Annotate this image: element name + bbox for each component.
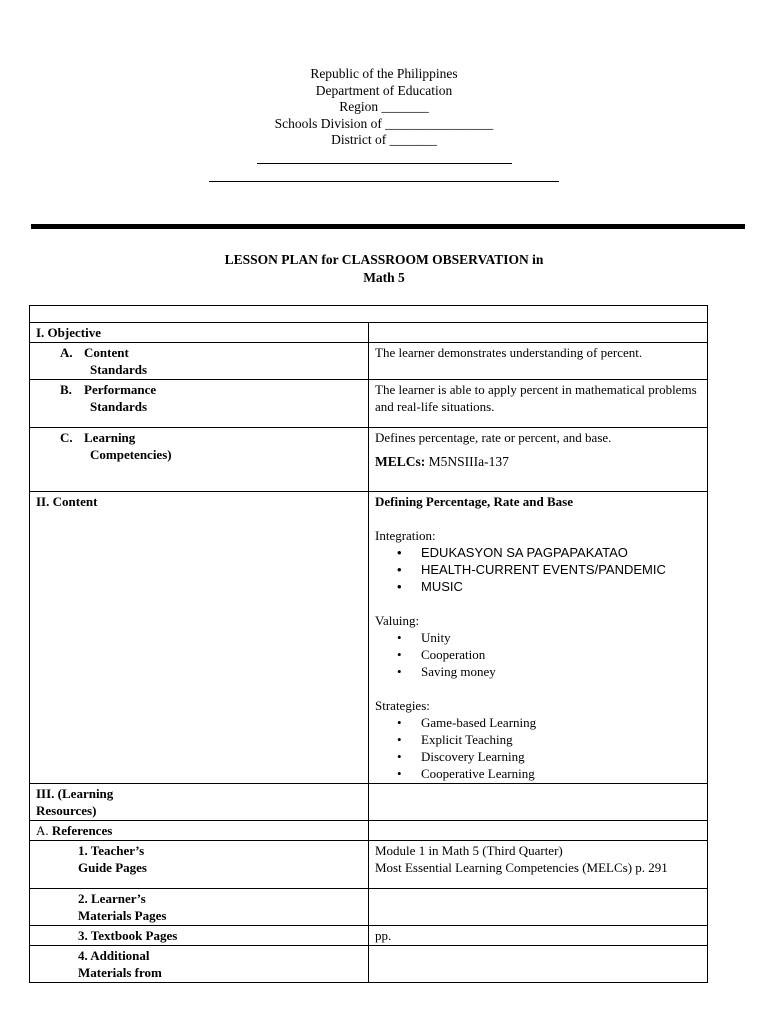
references-label xyxy=(30,821,369,841)
blank-top-cell xyxy=(30,306,708,323)
list-item: • Discovery Learning xyxy=(375,748,701,765)
item-marker: A. xyxy=(60,345,73,360)
performance-standards-value: The learner is able to apply percent in mathematical problems and real-life situations. xyxy=(369,380,708,428)
title-line-1: LESSON PLAN for CLASSROOM OBSERVATION in xyxy=(224,252,544,267)
content-standards-label xyxy=(30,343,369,380)
label-text: Guide Pages xyxy=(78,860,147,875)
label-text: Standards xyxy=(90,399,148,414)
item-marker: A. xyxy=(36,823,49,838)
strategies-label: Strategies: xyxy=(375,698,430,713)
document-header xyxy=(0,66,768,149)
strategies-list xyxy=(375,714,701,782)
label-text: Standards xyxy=(90,362,148,377)
melcs-label: MELCs: xyxy=(375,454,426,469)
performance-standards-label xyxy=(30,380,369,428)
content-value xyxy=(369,492,708,784)
title-line-2: Math 5 xyxy=(363,270,405,285)
label-text: 1. Teacher’s xyxy=(78,843,145,858)
learning-competencies-label xyxy=(30,428,369,492)
blank-line-school xyxy=(257,163,512,164)
competency-text: Defines percentage, rate or percent, and base. xyxy=(375,430,612,445)
label-text: 4. Additional xyxy=(78,948,150,963)
learning-resources-value xyxy=(369,784,708,821)
references-value xyxy=(369,821,708,841)
list-item: • Cooperation xyxy=(375,646,701,663)
list-item: • Explicit Teaching xyxy=(375,731,701,748)
list-item: • Unity xyxy=(375,629,701,646)
label-text: 2. Learner’s xyxy=(78,891,146,906)
header-region: Region _______ xyxy=(339,99,429,115)
list-item: • Saving money xyxy=(375,663,701,680)
label-text: Materials from xyxy=(78,965,162,980)
textbook-pages-value: pp. xyxy=(369,926,708,946)
table-row xyxy=(30,428,708,492)
item-marker: B. xyxy=(60,382,72,397)
label-text: Materials Pages xyxy=(78,908,167,923)
label-text: References xyxy=(51,823,113,838)
integration-list xyxy=(375,544,701,595)
content-label: II. Content xyxy=(30,492,369,784)
melcs-code: M5NSIIIa-137 xyxy=(425,454,509,469)
teachers-guide-value xyxy=(369,841,708,889)
learning-competencies-value xyxy=(369,428,708,492)
label-text: Content xyxy=(84,345,129,360)
objective-label: I. Objective xyxy=(30,323,369,343)
table-row xyxy=(30,784,708,821)
table-row xyxy=(30,306,708,323)
list-item: • HEALTH-CURRENT EVENTS/PANDEMIC xyxy=(375,561,701,578)
teachers-guide-label xyxy=(30,841,369,889)
blank-line-address xyxy=(209,181,559,182)
table-row xyxy=(30,492,708,784)
table-row xyxy=(30,343,708,380)
textbook-pages-label: 3. Textbook Pages xyxy=(30,926,369,946)
table-row xyxy=(30,889,708,926)
content-heading: Defining Percentage, Rate and Base xyxy=(375,494,573,509)
header-district: District of _______ xyxy=(331,132,437,148)
list-item: • Game-based Learning xyxy=(375,714,701,731)
valuing-list xyxy=(375,629,701,680)
list-item: • MUSIC xyxy=(375,578,701,595)
integration-label: Integration: xyxy=(375,528,436,543)
label-text: Learning xyxy=(84,430,136,445)
label-text: Performance xyxy=(84,382,157,397)
header-republic: Republic of the Philippines xyxy=(310,66,458,81)
lesson-plan-title xyxy=(0,251,768,287)
valuing-label: Valuing: xyxy=(375,613,420,628)
additional-materials-value xyxy=(369,946,708,983)
list-item: • EDUKASYON SA PAGPAPAKATAO xyxy=(375,544,701,561)
table-row xyxy=(30,946,708,983)
list-item: • Cooperative Learning xyxy=(375,765,701,782)
item-marker: C. xyxy=(60,430,73,445)
objective-value xyxy=(369,323,708,343)
table-row xyxy=(30,821,708,841)
reference-text: Most Essential Learning Competencies (MELCs) p. 291 xyxy=(375,860,668,875)
label-text: Resources) xyxy=(36,803,97,818)
table-row xyxy=(30,323,708,343)
header-division: Schools Division of ________________ xyxy=(274,115,494,131)
learners-materials-value xyxy=(369,889,708,926)
table-row xyxy=(30,841,708,889)
table-row xyxy=(30,380,708,428)
lesson-plan-table xyxy=(29,305,708,983)
label-text: III. (Learning xyxy=(36,786,114,801)
table-row xyxy=(30,926,708,946)
label-text: Competencies) xyxy=(90,447,172,462)
additional-materials-label xyxy=(30,946,369,983)
header-department: Department of Education xyxy=(315,82,453,98)
learners-materials-label xyxy=(30,889,369,926)
header-divider xyxy=(31,224,745,229)
learning-resources-label xyxy=(30,784,369,821)
content-standards-value: The learner demonstrates understanding of percent. xyxy=(369,343,708,380)
reference-text: Module 1 in Math 5 (Third Quarter) xyxy=(375,843,563,858)
